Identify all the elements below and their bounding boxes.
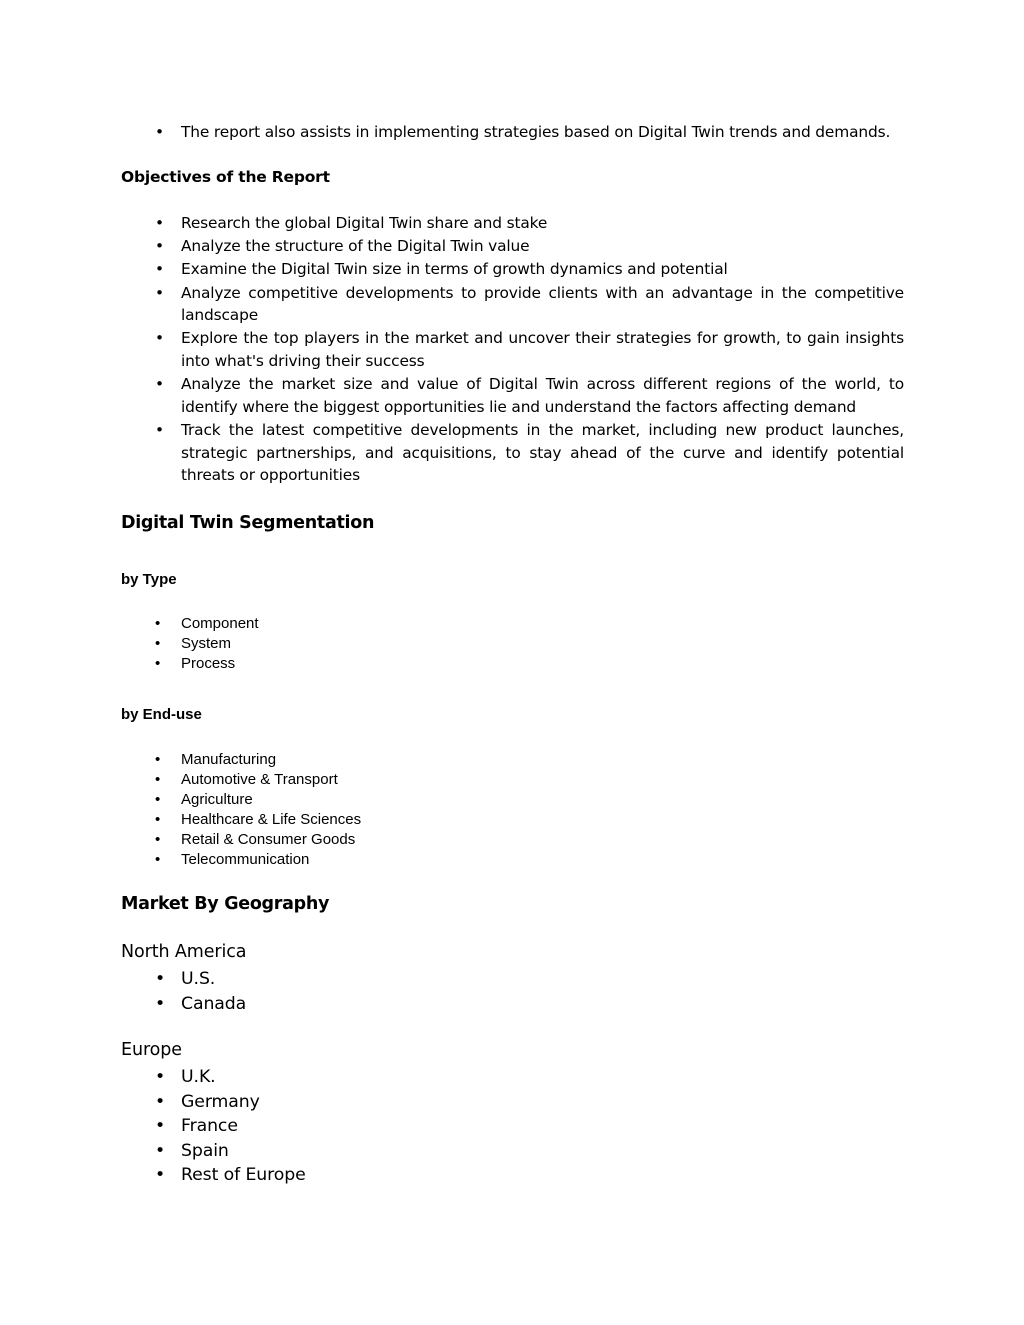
by-end-use-heading: by End-use bbox=[121, 706, 202, 723]
list-item: • France bbox=[121, 1114, 904, 1139]
bullet-icon: • bbox=[155, 969, 166, 989]
list-item: • Canada bbox=[121, 992, 904, 1017]
list-item: • Healthcare & Life Sciences bbox=[155, 811, 362, 828]
list-item: • Analyze the market size and value of Digital Twin across different regions of the world, to identify where the biggest opportunities lie and understand the factors affecting demand bbox=[155, 375, 904, 416]
bullet-icon: • bbox=[155, 123, 164, 141]
list-item: • Retail & Consumer Goods bbox=[155, 831, 356, 848]
bullet-icon: • bbox=[155, 831, 161, 848]
north-america-list bbox=[121, 967, 904, 1016]
bullet-icon: • bbox=[155, 260, 164, 279]
list-item: • Spain bbox=[121, 1139, 904, 1164]
intro-bullet-list bbox=[121, 121, 904, 144]
bullet-icon: • bbox=[155, 751, 161, 768]
europe-list bbox=[121, 1065, 904, 1188]
bullet-icon: • bbox=[155, 811, 161, 828]
list-item: • Rest of Europe bbox=[121, 1163, 904, 1188]
by-type-list bbox=[121, 614, 904, 674]
list-item: • Analyze the structure of the Digital Twin value bbox=[121, 235, 904, 258]
segmentation-heading: Digital Twin Segmentation bbox=[121, 513, 375, 533]
list-item: • Research the global Digital Twin share and stake bbox=[121, 212, 904, 235]
bullet-icon: • bbox=[155, 655, 161, 672]
list-item: • Track the latest competitive developments in the market, including new product launches, strategic partnerships, and acquisitions, to stay ahead of the curve and identify potential threats or opportunities bbox=[155, 420, 904, 485]
objectives-list bbox=[121, 212, 904, 487]
bullet-icon: • bbox=[155, 771, 161, 788]
bullet-icon: • bbox=[155, 1067, 166, 1087]
bullet-icon: • bbox=[155, 635, 161, 652]
list-item: • Analyze competitive developments to provide clients with an advantage in the competitive landscape bbox=[155, 283, 904, 325]
list-item: • Agriculture bbox=[155, 791, 253, 808]
list-item: • Explore the top players in the market and uncover their strategies for growth, to gain insights into what's driving their success bbox=[155, 329, 904, 370]
list-item: • The report also assists in implementing strategies based on Digital Twin trends and demands. bbox=[121, 121, 904, 144]
geography-heading: Market By Geography bbox=[121, 894, 330, 914]
bullet-icon: • bbox=[155, 1091, 166, 1112]
objectives-heading: Objectives of the Report bbox=[121, 168, 330, 186]
list-item: • Telecommunication bbox=[155, 851, 310, 868]
bullet-icon: • bbox=[155, 1140, 166, 1161]
list-item: • U.S. bbox=[121, 967, 904, 992]
list-item: • Automotive & Transport bbox=[155, 771, 338, 788]
list-item: • Germany bbox=[121, 1090, 904, 1115]
bullet-icon: • bbox=[155, 283, 164, 302]
bullet-icon: • bbox=[155, 851, 161, 868]
bullet-icon: • bbox=[155, 993, 166, 1014]
bullet-icon: • bbox=[155, 237, 164, 256]
region-heading-north-america: North America bbox=[121, 942, 247, 962]
bullet-icon: • bbox=[155, 615, 161, 632]
bullet-icon: • bbox=[155, 1116, 166, 1137]
bullet-icon: • bbox=[155, 214, 164, 232]
bullet-icon: • bbox=[155, 375, 164, 394]
list-item: • Manufacturing bbox=[155, 751, 277, 768]
list-item: • Component bbox=[155, 615, 259, 632]
list-item: • Process bbox=[155, 655, 236, 672]
region-heading-europe: Europe bbox=[121, 1040, 182, 1060]
by-end-use-list bbox=[121, 750, 904, 870]
bullet-icon: • bbox=[155, 791, 161, 808]
bullet-icon: • bbox=[155, 329, 164, 348]
list-item: • U.K. bbox=[121, 1065, 904, 1090]
bullet-icon: • bbox=[155, 1165, 166, 1186]
by-type-heading: by Type bbox=[121, 571, 177, 588]
list-item: • Examine the Digital Twin size in terms of growth dynamics and potential bbox=[121, 258, 904, 281]
list-item: • System bbox=[155, 635, 232, 652]
bullet-icon: • bbox=[155, 420, 164, 439]
